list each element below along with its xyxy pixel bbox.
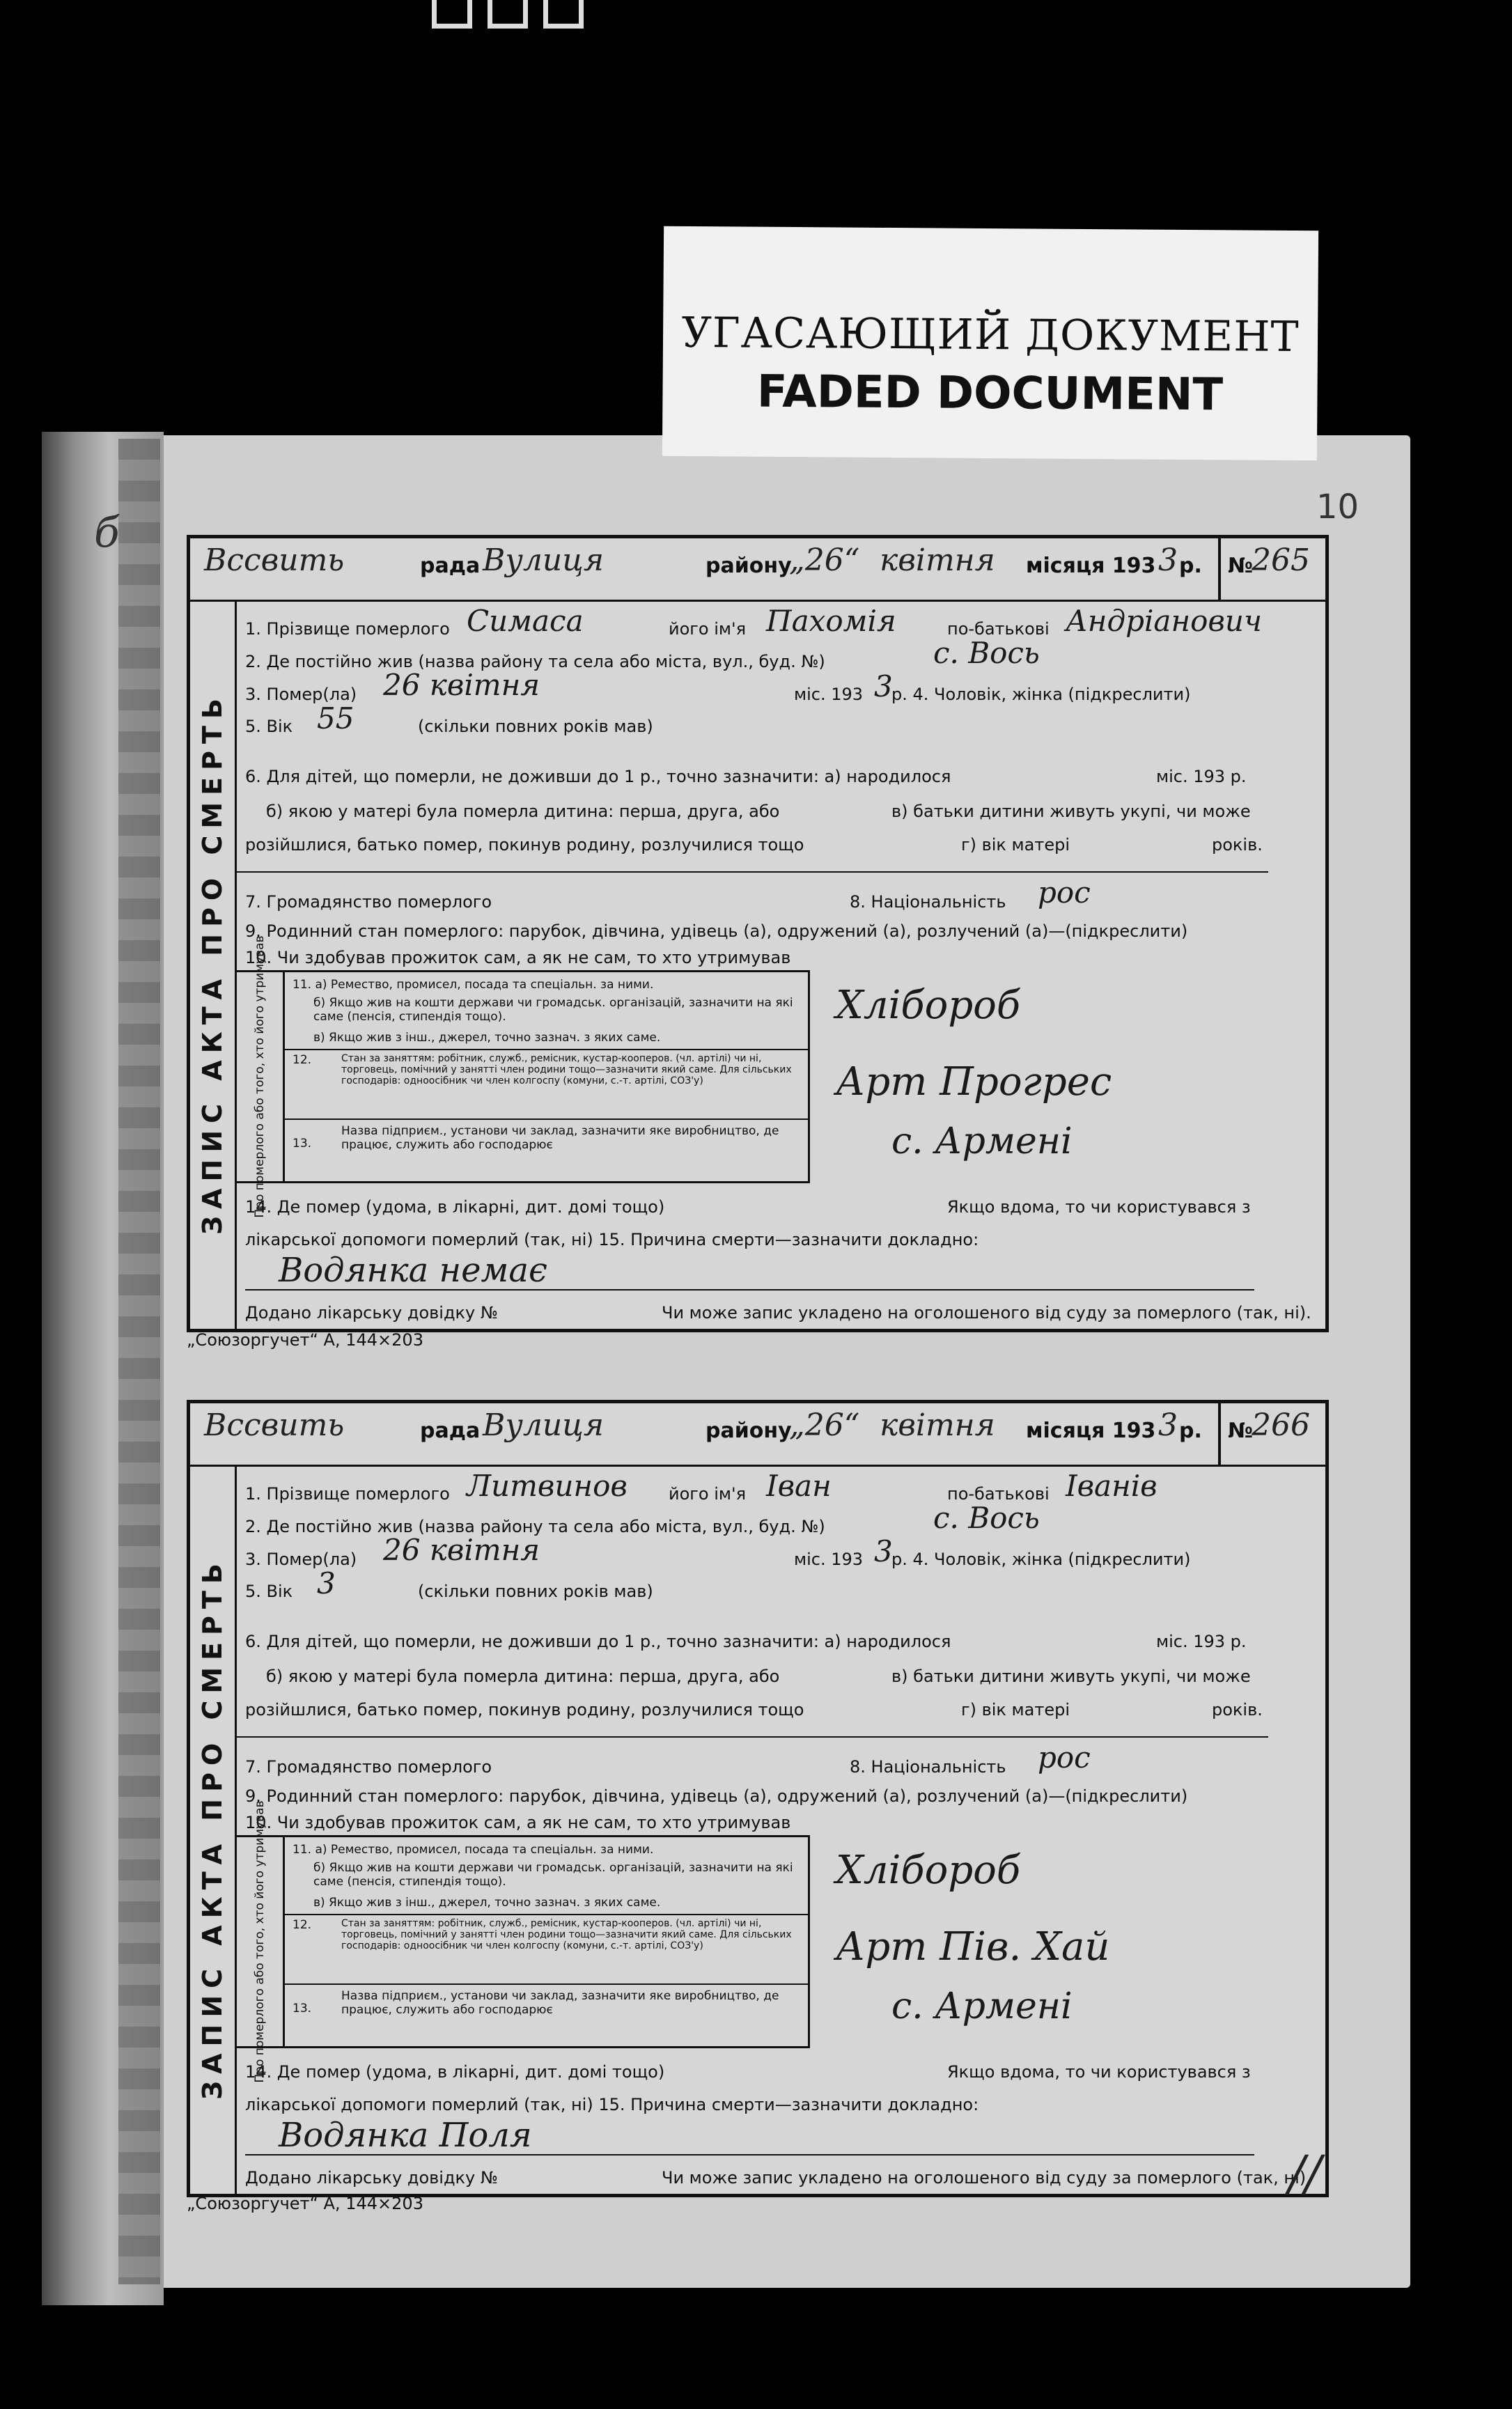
row-divider: [283, 1049, 808, 1050]
raion-label: району: [706, 1419, 792, 1443]
print-mark: „Союзоргучет“ А, 144×203: [187, 2194, 423, 2213]
field-medical-help: Якщо вдома, то чи користувався з: [947, 2062, 1251, 2082]
margin-mark: б: [94, 508, 120, 557]
day-handwritten: „26“: [789, 1408, 860, 1443]
field-parents-together: в) батьки дитини живуть укупі, чи може: [891, 1667, 1251, 1686]
field-cause: лікарської допомоги померлий (так, ні) 15. Причина смерти—зазначити докладно:: [245, 1230, 979, 1249]
field-occupation-b: б) Якщо жив на кошти держави чи громадськ. організацій, зазначити на які саме (пенсія, стипендія тощо).: [313, 996, 793, 1024]
field-certificate: Додано лікарську довідку №: [245, 1303, 498, 1323]
record-number: 265: [1252, 543, 1310, 578]
field-first-name: його ім'я: [669, 1484, 747, 1504]
month-label: місяця 193: [1026, 554, 1156, 578]
field-died: 3. Помер(ла): [245, 685, 357, 704]
field-age: 5. Вік: [245, 717, 293, 736]
residence-value: с. Вось: [933, 1501, 1040, 1535]
year-handwritten: 3: [1158, 543, 1178, 578]
patronymic-value: Іванів: [1066, 1469, 1158, 1503]
faded-document-label: [662, 226, 1318, 461]
field-infant-month: міс. 193 р.: [1156, 1632, 1247, 1651]
field-employment-status: Стан за заняттям: робітник, служб., ремісник, кустар-кооперов. (чл. артілі) чи ні, торговець, помічний у занятті член родини тощо—зазначити який саме. Для сільських господарів: одноосібник чи член колгоспу (комуни, с.-т. артілі, СОЗ'у): [341, 1053, 792, 1086]
residence-value: с. Вось: [933, 636, 1040, 670]
field-residence: 2. Де постійно жив (назва району та села або міста, вул., буд. №): [245, 1517, 825, 1536]
raion-label: району: [706, 554, 792, 578]
record-body: [235, 1465, 1311, 2194]
field-livelihood: 10. Чи здобував прожиток сам, а як не сам, то хто утримував: [245, 1813, 791, 1832]
side-title-text: ЗАПИС АКТА ПРО СМЕРТЬ: [197, 692, 228, 1235]
field-residence: 2. Де постійно жив (назва району та села або міста, вул., буд. №): [245, 652, 825, 671]
field-workplace: Назва підприєм., установи чи заклад, зазначити яке виробництво, де працює, служить або господарює: [341, 1124, 779, 1152]
field-marital: 9. Родинний стан померлого: парубок, дівчина, удівець (а), одружений (а), розлучений (а)—(підкреслити): [245, 1786, 1188, 1806]
cause-value: Водянка Поля: [279, 2116, 532, 2155]
field-certificate: Додано лікарську довідку №: [245, 2168, 498, 2188]
field-age-note: (скільки повних років мав): [418, 717, 653, 736]
field-13-num: 13.: [293, 2002, 312, 2016]
record-header: [190, 538, 1325, 602]
occupation-side-label: [237, 935, 285, 1218]
field-nationality: 8. Національність: [850, 1757, 1006, 1777]
year-suffix: р.: [1179, 1419, 1202, 1443]
field-died-month: міс. 193: [794, 1550, 864, 1569]
record-number-box: [1218, 538, 1325, 600]
record-body: [235, 600, 1311, 1329]
age-value: 55: [317, 701, 354, 735]
field-age: 5. Вік: [245, 1582, 293, 1601]
death-record: [187, 535, 1329, 1332]
occupation-side-text: Про померлого або того, хто його утримував: [253, 935, 267, 1218]
print-mark: „Союзоргучет“ А, 144×203: [187, 1330, 423, 1350]
occupation-side-text: Про померлого або того, хто його утримував: [253, 1800, 267, 2083]
field-mother-age: г) вік матері: [961, 1700, 1070, 1720]
number-label: №: [1228, 1419, 1254, 1443]
field-12-num: 12.: [293, 1918, 312, 1932]
village-value: с. Армені: [891, 1986, 1073, 2027]
cause-underline: [245, 2154, 1254, 2155]
workplace-value: Арт Прогрес: [836, 1059, 1112, 1105]
field-workplace: Назва підприєм., установи чи заклад, зазначити яке виробництво, де працює, служить або господарює: [341, 1989, 779, 2017]
occupation-value: Хлібороб: [836, 983, 1021, 1028]
month-label: місяця 193: [1026, 1419, 1156, 1443]
cause-value: Водянка немає: [279, 1251, 547, 1290]
field-court: Чи може запис укладено на оголошеного від суду за померлого (так, ні).: [662, 2168, 1311, 2188]
field-occupation-c: в) Якщо жив з інш., джерел, точно зазнач. з яких саме.: [313, 1896, 661, 1910]
corner-scribble: //: [1288, 2145, 1322, 2202]
age-value: 3: [317, 1566, 336, 1600]
field-died-month: міс. 193: [794, 685, 864, 704]
field-place-of-death: 14. Де помер (удома, в лікарні, дит. домі тощо): [245, 2062, 665, 2082]
row-divider: [283, 1983, 808, 1985]
day-handwritten: „26“: [789, 543, 860, 578]
section-divider: [237, 871, 1268, 873]
field-medical-help: Якщо вдома, то чи користувався з: [947, 1197, 1251, 1217]
first-name-value: Пахомія: [766, 604, 896, 638]
field-mother-age: г) вік матері: [961, 835, 1070, 855]
death-record: [187, 1400, 1329, 2197]
first-name-value: Іван: [766, 1469, 832, 1503]
rada-label: рада: [420, 554, 481, 578]
record-header: [190, 1403, 1325, 1467]
field-occupation-a: 11. а) Ремество, промисел, посада та спеціальн. за ними.: [293, 978, 654, 992]
field-infant-order: б) якою у матері була померла дитина: перша, друга, або: [266, 1667, 780, 1686]
field-age-note: (скільки повних років мав): [418, 1582, 653, 1601]
raion-handwritten: Вулиця: [483, 1408, 605, 1443]
record-number-box: [1218, 1403, 1325, 1465]
rada-handwritten: Вссвить: [204, 543, 345, 578]
top-scrap-marks: [432, 0, 606, 28]
folio-number: 10: [1316, 488, 1359, 527]
village-value: с. Армені: [891, 1121, 1073, 1162]
field-13-num: 13.: [293, 1137, 312, 1151]
died-date-value: 26 квітня: [383, 668, 540, 702]
raion-handwritten: Вулиця: [483, 543, 605, 578]
nationality-value: рос: [1038, 875, 1091, 910]
side-title-text: ЗАПИС АКТА ПРО СМЕРТЬ: [197, 1557, 228, 2100]
field-employment-status: Стан за заняттям: робітник, служб., ремісник, кустар-кооперов. (чл. артілі) чи ні, торговець, помічний у занятті член родини тощо—зазначити який саме. Для сільських господарів: одноосібник чи член колгоспу (комуни, с.-т. артілі, СОЗ'у): [341, 1918, 792, 1951]
died-date-value: 26 квітня: [383, 1533, 540, 1567]
month-handwritten: квітня: [880, 543, 995, 578]
book-binding: [118, 439, 160, 2284]
surname-value: Симаса: [467, 604, 584, 638]
row-divider: [283, 1118, 808, 1120]
field-citizenship: 7. Громадянство померлого: [245, 892, 492, 912]
field-first-name: його ім'я: [669, 619, 747, 639]
field-infant-born: 6. Для дітей, що померли, не доживши до 1 р., точно зазначити: а) народилося: [245, 767, 951, 786]
section-divider: [237, 1736, 1268, 1738]
occupation-value: Хлібороб: [836, 1848, 1021, 1893]
rada-label: рада: [420, 1419, 481, 1443]
died-year-value: 3: [874, 669, 893, 703]
surname-value: Литвинов: [467, 1469, 628, 1503]
field-occupation-a: 11. а) Ремество, промисел, посада та спеціальн. за ними.: [293, 1843, 654, 1857]
field-mother-age-years: років.: [1212, 1700, 1263, 1720]
patronymic-value: Андріанович: [1066, 604, 1263, 638]
field-12-num: 12.: [293, 1053, 312, 1067]
field-died: 3. Помер(ла): [245, 1550, 357, 1569]
number-label: №: [1228, 554, 1254, 578]
field-surname: 1. Прізвище померлого: [245, 619, 450, 639]
field-occupation-c: в) Якщо жив з інш., джерел, точно зазнач. з яких саме.: [313, 1031, 661, 1045]
field-place-of-death: 14. Де помер (удома, в лікарні, дит. домі тощо): [245, 1197, 665, 1217]
field-nationality: 8. Національність: [850, 892, 1006, 912]
field-patronymic: по-батькові: [947, 619, 1050, 639]
record-number: 266: [1252, 1408, 1310, 1443]
label-english: FADED DOCUMENT: [756, 366, 1224, 421]
field-sex: р. 4. Чоловік, жінка (підкреслити): [891, 685, 1191, 704]
rada-handwritten: Вссвить: [204, 1408, 345, 1443]
field-mother-age-years: років.: [1212, 835, 1263, 855]
record-side-title: [190, 1469, 235, 2187]
field-parents-status: розійшлися, батько помер, покинув родину, розлучилися тощо: [245, 835, 804, 855]
month-handwritten: квітня: [880, 1408, 995, 1443]
field-parents-together: в) батьки дитини живуть укупі, чи може: [891, 802, 1251, 821]
field-infant-order: б) якою у матері була померла дитина: перша, друга, або: [266, 802, 780, 821]
workplace-value: Арт Пів. Хай: [836, 1924, 1110, 1970]
label-russian: УГАСАЮЩИЙ ДОКУМЕНТ: [681, 308, 1300, 362]
field-sex: р. 4. Чоловік, жінка (підкреслити): [891, 1550, 1191, 1569]
cause-underline: [245, 1289, 1254, 1291]
year-suffix: р.: [1179, 554, 1202, 578]
year-handwritten: 3: [1158, 1408, 1178, 1443]
field-patronymic: по-батькові: [947, 1484, 1050, 1504]
nationality-value: рос: [1038, 1740, 1091, 1775]
field-infant-month: міс. 193 р.: [1156, 767, 1247, 786]
record-side-title: [190, 605, 235, 1322]
field-citizenship: 7. Громадянство померлого: [245, 1757, 492, 1777]
field-surname: 1. Прізвище померлого: [245, 1484, 450, 1504]
died-year-value: 3: [874, 1534, 893, 1568]
field-marital: 9. Родинний стан померлого: парубок, дівчина, удівець (а), одружений (а), розлучений (а)—(підкреслити): [245, 921, 1188, 941]
field-parents-status: розійшлися, батько помер, покинув родину, розлучилися тощо: [245, 1700, 804, 1720]
field-cause: лікарської допомоги померлий (так, ні) 15. Причина смерти—зазначити докладно:: [245, 2095, 979, 2114]
field-infant-born: 6. Для дітей, що померли, не доживши до 1 р., точно зазначити: а) народилося: [245, 1632, 951, 1651]
field-court: Чи може запис укладено на оголошеного від суду за померлого (так, ні).: [662, 1303, 1311, 1323]
occupation-side-label: [237, 1800, 285, 2083]
field-occupation-b: б) Якщо жив на кошти держави чи громадськ. організацій, зазначити на які саме (пенсія, стипендія тощо).: [313, 1861, 793, 1889]
field-livelihood: 10. Чи здобував прожиток сам, а як не сам, то хто утримував: [245, 948, 791, 967]
row-divider: [283, 1914, 808, 1915]
